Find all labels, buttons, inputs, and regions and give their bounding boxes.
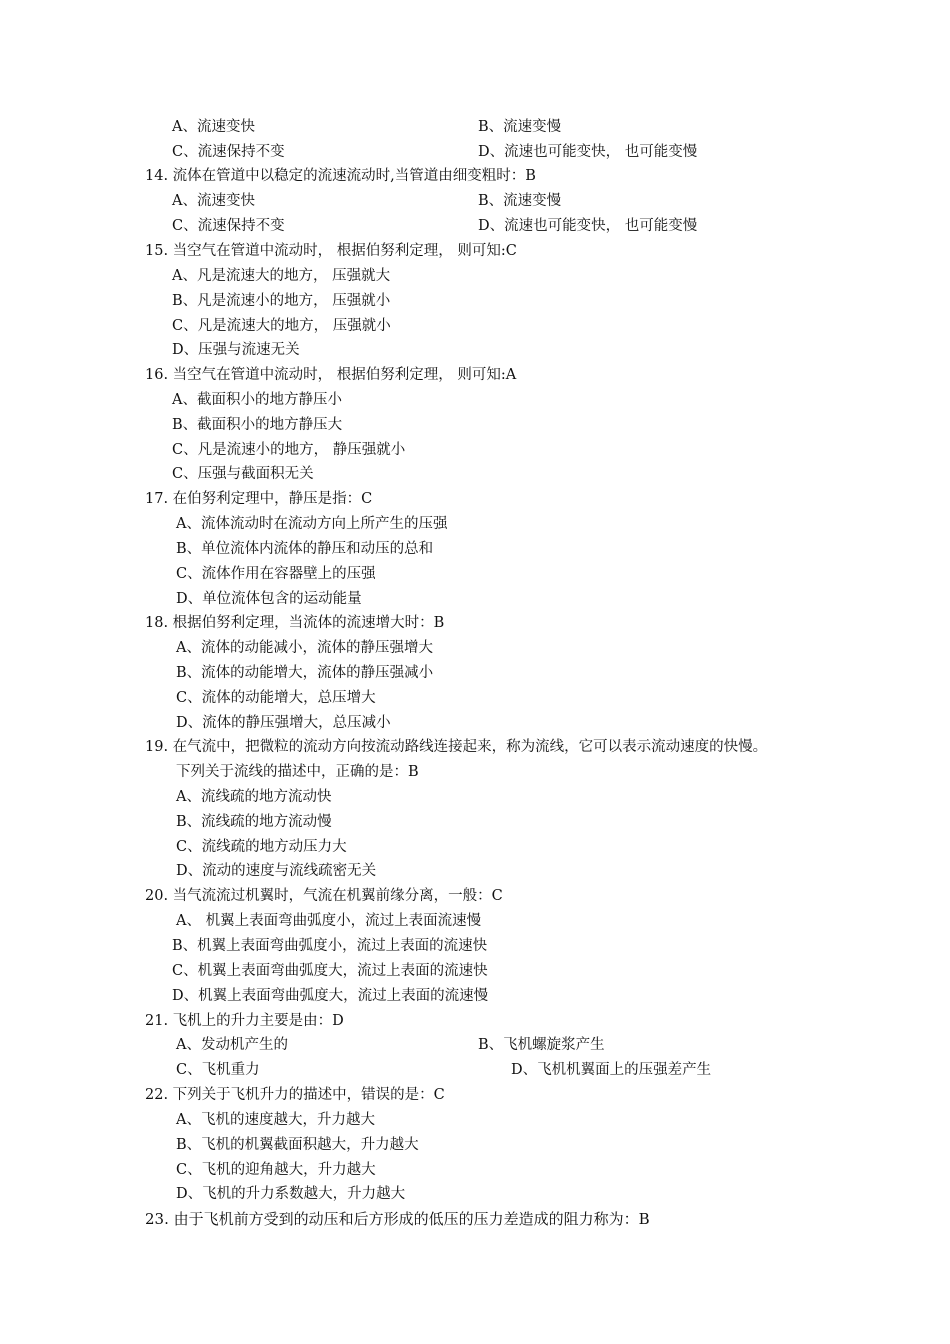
option-d: D、单位流体包含的运动能量: [176, 591, 362, 607]
option-d: D、流动的速度与流线疏密无关: [176, 863, 377, 879]
question-19-continuation: 下列关于流线的描述中，正确的是：B: [176, 764, 419, 780]
option-c: C、流速保持不变: [172, 144, 285, 160]
option-c: C、流速保持不变: [172, 218, 285, 234]
option-c: C、凡是流速小的地方， 静压强就小: [172, 442, 406, 458]
option-c: C、飞机的迎角越大，升力越大: [176, 1162, 376, 1178]
option-a: A、流体的动能减小，流体的静压强增大: [176, 640, 433, 656]
option-a: A、发动机产生的: [176, 1037, 288, 1053]
option-b: B、流速变慢: [478, 193, 562, 209]
option-a: A、飞机的速度越大，升力越大: [176, 1112, 375, 1128]
question-19: 19. 在气流中，把微粒的流动方向按流动路线连接起来，称为流线，它可以表示流动速度的快慢。: [145, 739, 768, 755]
option-b: B、凡是流速小的地方， 压强就小: [172, 293, 391, 309]
option-c: C、流体作用在容器壁上的压强: [176, 566, 376, 582]
option-c: C、流体的动能增大，总压增大: [176, 690, 376, 706]
question-18: 18. 根据伯努利定理，当流体的流速增大时：B: [145, 615, 445, 631]
option-a: A、流速变快: [172, 193, 255, 209]
question-23: 23. 由于飞机前方受到的动压和后方形成的低压的压力差造成的阻力称为：B: [145, 1210, 650, 1228]
question-20: 20. 当气流流过机翼时，气流在机翼前缘分离，一般：C: [145, 888, 503, 904]
option-b: B、单位流体内流体的静压和动压的总和: [176, 541, 434, 557]
question-16: 16. 当空气在管道中流动时， 根据伯努利定理， 则可知:A: [145, 367, 517, 383]
option-b: B、流线疏的地方流动慢: [176, 814, 332, 830]
question-21: 21. 飞机上的升力主要是由：D: [145, 1013, 344, 1029]
option-c: C、流线疏的地方动压力大: [176, 839, 347, 855]
option-a: A、凡是流速大的地方， 压强就大: [172, 268, 391, 284]
option-a: A、截面积小的地方静压小: [172, 392, 342, 408]
option-c: C、机翼上表面弯曲弧度大，流过上表面的流速快: [172, 963, 488, 979]
question-15: 15. 当空气在管道中流动时， 根据伯努利定理， 则可知:C: [145, 243, 517, 259]
option-b: B、机翼上表面弯曲弧度小，流过上表面的流速快: [172, 938, 488, 954]
option-b: B、流体的动能增大，流体的静压强减小: [176, 665, 434, 681]
option-d: D、流体的静压强增大，总压减小: [176, 715, 391, 731]
question-22: 22. 下列关于飞机升力的描述中，错误的是：C: [145, 1087, 445, 1103]
option-d: D、飞机机翼面上的压强差产生: [511, 1062, 712, 1078]
option-b: B、飞机螺旋浆产生: [478, 1037, 605, 1053]
option-b: B、流速变慢: [478, 119, 562, 135]
option-a: A、流速变快: [172, 119, 255, 135]
option-d: D、压强与流速无关: [172, 342, 300, 358]
option-a: A、流体流动时在流动方向上所产生的压强: [176, 516, 448, 532]
option-c: C、凡是流速大的地方， 压强就小: [172, 318, 391, 334]
option-c2: C、压强与截面积无关: [172, 466, 314, 482]
option-a: A、 机翼上表面弯曲弧度小，流过上表面流速慢: [176, 913, 482, 929]
option-d: D、流速也可能变快， 也可能变慢: [478, 218, 698, 234]
option-d: D、飞机的升力系数越大，升力越大: [176, 1186, 406, 1202]
question-14: 14. 流体在管道中以稳定的流速流动时,当管道由细变粗时：B: [145, 168, 536, 184]
option-b: B、飞机的机翼截面积越大，升力越大: [176, 1137, 419, 1153]
option-a: A、流线疏的地方流动快: [176, 789, 332, 805]
option-d: D、流速也可能变快， 也可能变慢: [478, 144, 698, 160]
option-c: C、飞机重力: [176, 1062, 260, 1078]
question-17: 17. 在伯努利定理中，静压是指：C: [145, 491, 373, 507]
option-b: B、截面积小的地方静压大: [172, 417, 343, 433]
option-d: D、机翼上表面弯曲弧度大，流过上表面的流速慢: [172, 988, 489, 1004]
